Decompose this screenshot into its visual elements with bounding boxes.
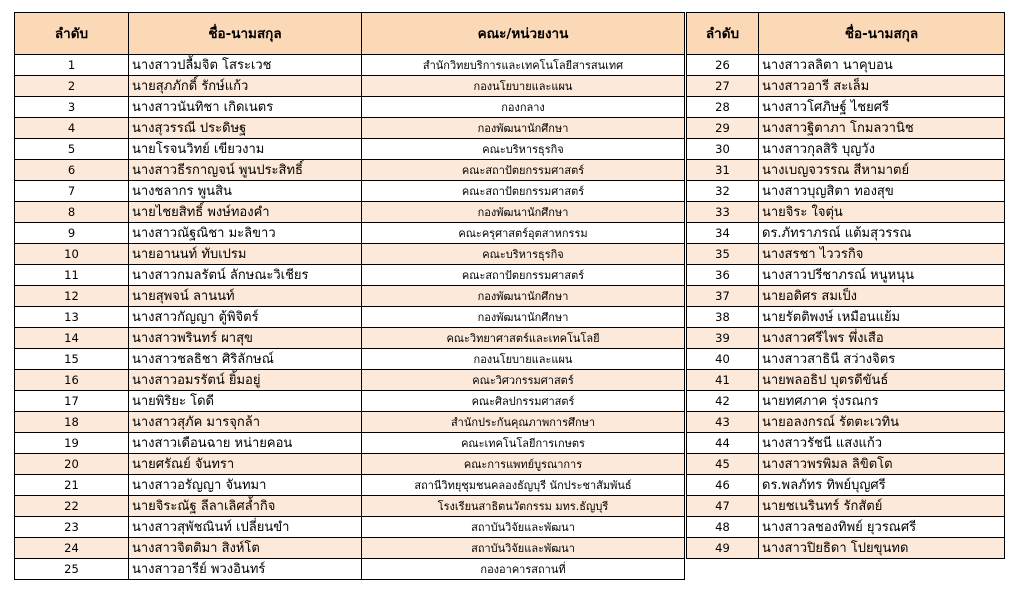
order-cell: 26: [687, 55, 759, 76]
order-cell: 40: [687, 349, 759, 370]
name-cell: นายจิระณัฐ ลีลาเลิศล้ำกิจ: [129, 496, 362, 517]
table-row: [687, 370, 1005, 391]
name-cell: นายโรจนวิทย์ เขียวงาม: [129, 139, 362, 160]
table-row: [15, 97, 685, 118]
order-cell: 44: [687, 433, 759, 454]
dept-cell: คณะศิลปกรรมศาสตร์: [362, 391, 685, 412]
name-cell: นายทศภาค รุ่งรณกร: [759, 391, 1005, 412]
order-cell: 9: [15, 223, 129, 244]
dept-header: คณะ/หน่วยงาน: [362, 13, 685, 55]
order-cell: 15: [15, 349, 129, 370]
name-cell: นางสาวพรินทร์ ผาสุข: [129, 328, 362, 349]
name-cell: นางสาวกุลสิริ บุญวัง: [759, 139, 1005, 160]
name-cell: นางสาวบุญสิตา ทองสุข: [759, 181, 1005, 202]
order-cell: 12: [15, 286, 129, 307]
name-cell: นางสาวธีรกาญจน์ พูนประสิทธิ์: [129, 160, 362, 181]
table-row: [15, 286, 685, 307]
table-row: [687, 286, 1005, 307]
dept-cell: กองพัฒนานักศึกษา: [362, 118, 685, 139]
order-cell: 14: [15, 328, 129, 349]
name-cell: นางสาวกมลรัตน์ ลักษณะวิเชียร: [129, 265, 362, 286]
table-header-row: [687, 13, 1005, 55]
name-cell: นายจิระ ใจตุ่น: [759, 202, 1005, 223]
name-cell: ดร.ภัทราภรณ์ แต้มสุวรรณ: [759, 223, 1005, 244]
name-cell: นายสุภภักดิ์ รักษ์แก้ว: [129, 76, 362, 97]
name-cell: นางสาวปิยธิดา โปยขุนทด: [759, 538, 1005, 559]
name-cell: นายศรัณย์ จันทรา: [129, 454, 362, 475]
dept-cell: คณะเทคโนโลยีการเกษตร: [362, 433, 685, 454]
order-cell: 1: [15, 55, 129, 76]
order-cell: 29: [687, 118, 759, 139]
table-row: [687, 433, 1005, 454]
table-header-row: [15, 13, 685, 55]
table-row: [15, 412, 685, 433]
order-cell: 37: [687, 286, 759, 307]
dept-cell: สำนักประกันคุณภาพการศึกษา: [362, 412, 685, 433]
dept-cell: คณะสถาปัตยกรรมศาสตร์: [362, 160, 685, 181]
name-cell: นางสาวโศภิษฐ์ ไชยศรี: [759, 97, 1005, 118]
participant-table-left: [14, 12, 685, 580]
name-cell: นางสาวฐิตาภา โกมลวานิช: [759, 118, 1005, 139]
order-cell: 47: [687, 496, 759, 517]
name-cell: นางสาวอมรรัตน์ ยิ้มอยู่: [129, 370, 362, 391]
table-row: [15, 349, 685, 370]
table-row: [15, 223, 685, 244]
table-row: [15, 160, 685, 181]
dept-cell: กองพัฒนานักศึกษา: [362, 307, 685, 328]
order-cell: 42: [687, 391, 759, 412]
dept-cell: กองพัฒนานักศึกษา: [362, 202, 685, 223]
dept-cell: กองกลาง: [362, 97, 685, 118]
name-cell: นางสาวปรีชาภรณ์ หนูหนุน: [759, 265, 1005, 286]
name-cell: นายพิริยะ โดดี: [129, 391, 362, 412]
table-row: [15, 475, 685, 496]
order-cell: 22: [15, 496, 129, 517]
table-row: [687, 139, 1005, 160]
order-cell: 25: [15, 559, 129, 580]
order-cell: 8: [15, 202, 129, 223]
dept-cell: กองนโยบายและแผน: [362, 76, 685, 97]
table-row: [15, 76, 685, 97]
order-cell: 30: [687, 139, 759, 160]
order-cell: 3: [15, 97, 129, 118]
order-cell: 11: [15, 265, 129, 286]
name-cell: นางสาวจิตติมา สิงห์โต: [129, 538, 362, 559]
name-cell: นางชลากร พูนสิน: [129, 181, 362, 202]
name-cell: นายอลงกรณ์ รัตตะเวทิน: [759, 412, 1005, 433]
table-row: [687, 412, 1005, 433]
order-cell: 46: [687, 475, 759, 496]
table-row: [687, 328, 1005, 349]
dept-cell: คณะสถาปัตยกรรมศาสตร์: [362, 181, 685, 202]
table-row: [15, 118, 685, 139]
table-row: [687, 307, 1005, 328]
dept-cell: โรงเรียนสาธิตนวัตกรรม มทร.ธัญบุรี: [362, 496, 685, 517]
order-header: ลำดับ: [687, 13, 759, 55]
dept-cell: คณะการแพทย์บูรณาการ: [362, 454, 685, 475]
order-cell: 13: [15, 307, 129, 328]
order-cell: 17: [15, 391, 129, 412]
table-row: [687, 475, 1005, 496]
order-cell: 16: [15, 370, 129, 391]
table-row: [687, 538, 1005, 559]
name-cell: นางสาวปลื้มจิต โสระเวช: [129, 55, 362, 76]
table-row: [687, 223, 1005, 244]
dept-cell: คณะครุศาสตร์อุตสาหกรรม: [362, 223, 685, 244]
order-cell: 45: [687, 454, 759, 475]
table-row: [15, 328, 685, 349]
order-cell: 48: [687, 517, 759, 538]
table-row: [687, 181, 1005, 202]
order-cell: 20: [15, 454, 129, 475]
name-cell: นางสาวนันทิชา เกิดเนตร: [129, 97, 362, 118]
participant-table-right: [686, 12, 1005, 559]
name-header: ชื่อ-นามสกุล: [759, 13, 1005, 55]
name-cell: นางสาวศรีไพร พึ่งเสือ: [759, 328, 1005, 349]
name-cell: นางสาวสุภัค มารจุกล้า: [129, 412, 362, 433]
order-cell: 27: [687, 76, 759, 97]
dept-cell: คณะสถาปัตยกรรมศาสตร์: [362, 265, 685, 286]
dept-cell: สำนักวิทยบริการและเทคโนโลยีสารสนเทศ: [362, 55, 685, 76]
dept-cell: กองอาคารสถานที่: [362, 559, 685, 580]
name-cell: นางสาวสาธินี สว่างจิตร: [759, 349, 1005, 370]
order-cell: 28: [687, 97, 759, 118]
name-cell: นายชเนรินทร์ รักสัตย์: [759, 496, 1005, 517]
name-cell: นางสาวพรพิมล ลิขิตโต: [759, 454, 1005, 475]
name-cell: นายอดิศร สมเป็ง: [759, 286, 1005, 307]
name-cell: นางสาวอารีย์ พวงอินทร์: [129, 559, 362, 580]
order-cell: 23: [15, 517, 129, 538]
dept-cell: กองพัฒนานักศึกษา: [362, 286, 685, 307]
name-cell: นางสุวรรณี ประดิษฐ: [129, 118, 362, 139]
table-row: [15, 559, 685, 580]
order-cell: 39: [687, 328, 759, 349]
dept-cell: คณะบริหารธุรกิจ: [362, 139, 685, 160]
order-cell: 18: [15, 412, 129, 433]
dept-cell: สถานีวิทยุชุมชนคลองธัญบุรี นักประชาสัมพันธ์: [362, 475, 685, 496]
table-row: [15, 538, 685, 559]
order-cell: 43: [687, 412, 759, 433]
table-row: [15, 496, 685, 517]
order-cell: 5: [15, 139, 129, 160]
order-cell: 24: [15, 538, 129, 559]
order-cell: 31: [687, 160, 759, 181]
table-row: [15, 55, 685, 76]
name-cell: นางสาวณัฐณิชา มะลิขาว: [129, 223, 362, 244]
table-row: [687, 349, 1005, 370]
name-cell: ดร.พลภัทร ทิพย์บุญศรี: [759, 475, 1005, 496]
order-cell: 6: [15, 160, 129, 181]
name-cell: นางสรชา ไววรกิจ: [759, 244, 1005, 265]
name-cell: นายพลอธิป บุตรดีขันธ์: [759, 370, 1005, 391]
order-cell: 10: [15, 244, 129, 265]
name-cell: นายไชยสิทธิ์ พงษ์ทองคำ: [129, 202, 362, 223]
table-row: [687, 55, 1005, 76]
left-table-body: [15, 55, 685, 580]
name-cell: นายรัตติพงษ์ เหมือนแย้ม: [759, 307, 1005, 328]
order-cell: 36: [687, 265, 759, 286]
name-cell: นางสาวรัชนี แสงแก้ว: [759, 433, 1005, 454]
dept-cell: สถาบันวิจัยและพัฒนา: [362, 517, 685, 538]
name-cell: นางสาวอรัญญา จันทมา: [129, 475, 362, 496]
dept-cell: สถาบันวิจัยและพัฒนา: [362, 538, 685, 559]
order-cell: 4: [15, 118, 129, 139]
table-row: [687, 517, 1005, 538]
table-row: [687, 391, 1005, 412]
table-row: [15, 433, 685, 454]
table-row: [687, 496, 1005, 517]
table-row: [15, 391, 685, 412]
table-row: [15, 139, 685, 160]
order-cell: 38: [687, 307, 759, 328]
order-cell: 7: [15, 181, 129, 202]
table-row: [15, 307, 685, 328]
order-cell: 21: [15, 475, 129, 496]
table-row: [15, 517, 685, 538]
name-cell: นางสาวลลิตา นาคุบอน: [759, 55, 1005, 76]
order-cell: 34: [687, 223, 759, 244]
table-row: [15, 265, 685, 286]
name-cell: นางสาวสุพัชณินท์ เปลี่ยนขำ: [129, 517, 362, 538]
table-row: [687, 265, 1005, 286]
table-row: [687, 118, 1005, 139]
right-table-body: [687, 55, 1005, 559]
table-row: [687, 454, 1005, 475]
table-row: [687, 244, 1005, 265]
order-cell: 33: [687, 202, 759, 223]
table-row: [15, 454, 685, 475]
name-cell: นายอานนท์ ทับเปรม: [129, 244, 362, 265]
name-cell: นางเบญจวรรณ สีหามาตย์: [759, 160, 1005, 181]
table-row: [15, 370, 685, 391]
table-row: [15, 244, 685, 265]
name-cell: นางสาวชลธิชา ศิริลักษณ์: [129, 349, 362, 370]
order-cell: 2: [15, 76, 129, 97]
order-cell: 41: [687, 370, 759, 391]
dept-cell: คณะบริหารธุรกิจ: [362, 244, 685, 265]
dept-cell: กองนโยบายและแผน: [362, 349, 685, 370]
dept-cell: คณะวิทยาศาสตร์และเทคโนโลยี: [362, 328, 685, 349]
table-row: [15, 181, 685, 202]
table-row: [687, 76, 1005, 97]
dept-cell: คณะวิศวกรรมศาสตร์: [362, 370, 685, 391]
order-cell: 19: [15, 433, 129, 454]
name-cell: นางสาวกัญญา ตู้พิจิตร์: [129, 307, 362, 328]
order-header: ลำดับ: [15, 13, 129, 55]
order-cell: 49: [687, 538, 759, 559]
name-cell: นางสาวเดือนฉาย หน่ายคอน: [129, 433, 362, 454]
name-cell: นางสาวอารี สะเล็ม: [759, 76, 1005, 97]
table-row: [687, 160, 1005, 181]
order-cell: 32: [687, 181, 759, 202]
name-cell: นางสาวลชองทิพย์ ยุวรณศรี: [759, 517, 1005, 538]
table-row: [687, 97, 1005, 118]
order-cell: 35: [687, 244, 759, 265]
table-row: [687, 202, 1005, 223]
name-cell: นายสุพจน์ ลานนท์: [129, 286, 362, 307]
table-row: [15, 202, 685, 223]
name-header: ชื่อ-นามสกุล: [129, 13, 362, 55]
